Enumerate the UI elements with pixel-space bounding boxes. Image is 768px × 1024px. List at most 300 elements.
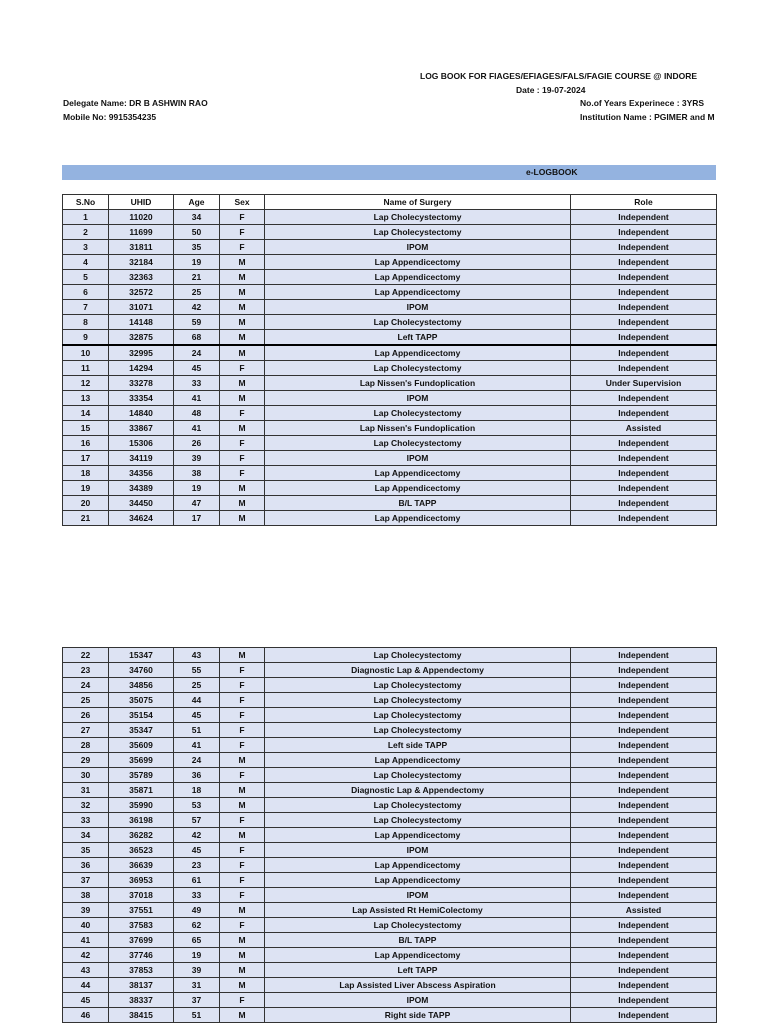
age-cell: 51 xyxy=(174,723,220,738)
uhid-cell: 35075 xyxy=(109,693,174,708)
sex-cell: F xyxy=(220,843,265,858)
age-cell: 37 xyxy=(174,993,220,1008)
age-cell: 44 xyxy=(174,693,220,708)
role-cell: Independent xyxy=(571,406,717,421)
age-cell: 24 xyxy=(174,753,220,768)
surgery-cell: IPOM xyxy=(265,391,571,406)
surgery-cell: Lap Assisted Rt HemiColectomy xyxy=(265,903,571,918)
sno-cell: 41 xyxy=(63,933,109,948)
sex-cell: F xyxy=(220,678,265,693)
table-row xyxy=(63,496,717,511)
column-header-sex: Sex xyxy=(220,195,265,210)
role-cell: Independent xyxy=(571,663,717,678)
report-date: Date : 19-07-2024 xyxy=(516,85,586,95)
elogbook-section-header xyxy=(62,165,716,180)
sno-cell: 12 xyxy=(63,376,109,391)
surgery-cell: Lap Appendicectomy xyxy=(265,511,571,526)
sno-cell: 18 xyxy=(63,466,109,481)
sno-cell: 42 xyxy=(63,948,109,963)
uhid-cell: 31071 xyxy=(109,300,174,315)
age-cell: 24 xyxy=(174,345,220,361)
role-cell: Independent xyxy=(571,285,717,300)
sno-cell: 43 xyxy=(63,963,109,978)
sex-cell: F xyxy=(220,225,265,240)
surgery-cell: Lap Appendicectomy xyxy=(265,285,571,300)
uhid-cell: 11699 xyxy=(109,225,174,240)
sex-cell: M xyxy=(220,496,265,511)
sno-cell: 25 xyxy=(63,693,109,708)
role-cell: Independent xyxy=(571,813,717,828)
sex-cell: M xyxy=(220,391,265,406)
table-row xyxy=(63,361,717,376)
sex-cell: M xyxy=(220,315,265,330)
institution-name: Institution Name : PGIMER and M xyxy=(580,112,715,122)
age-cell: 55 xyxy=(174,663,220,678)
role-cell: Independent xyxy=(571,708,717,723)
logbook-table-part-1 xyxy=(62,194,717,526)
role-cell: Independent xyxy=(571,693,717,708)
surgery-cell: Lap Cholecystectomy xyxy=(265,693,571,708)
table-row xyxy=(63,300,717,315)
surgery-cell: Lap Cholecystectomy xyxy=(265,918,571,933)
role-cell: Independent xyxy=(571,451,717,466)
sex-cell: F xyxy=(220,210,265,225)
surgery-cell: Lap Nissen's Fundoplication xyxy=(265,421,571,436)
uhid-cell: 37018 xyxy=(109,888,174,903)
sno-cell: 11 xyxy=(63,361,109,376)
age-cell: 57 xyxy=(174,813,220,828)
sno-cell: 36 xyxy=(63,858,109,873)
age-cell: 21 xyxy=(174,270,220,285)
role-cell: Independent xyxy=(571,300,717,315)
sex-cell: M xyxy=(220,753,265,768)
surgery-cell: IPOM xyxy=(265,888,571,903)
table-body-part-2 xyxy=(63,648,717,1023)
sno-cell: 14 xyxy=(63,406,109,421)
table-row xyxy=(63,345,717,361)
column-header-surgery: Name of Surgery xyxy=(265,195,571,210)
age-cell: 19 xyxy=(174,255,220,270)
age-cell: 33 xyxy=(174,376,220,391)
table-row xyxy=(63,858,717,873)
surgery-cell: Left side TAPP xyxy=(265,738,571,753)
role-cell: Independent xyxy=(571,361,717,376)
surgery-cell: Lap Nissen's Fundoplication xyxy=(265,376,571,391)
delegate-name: Delegate Name: DR B ASHWIN RAO xyxy=(63,98,208,108)
role-cell: Independent xyxy=(571,466,717,481)
surgery-cell: Lap Cholecystectomy xyxy=(265,678,571,693)
surgery-cell: Lap Cholecystectomy xyxy=(265,210,571,225)
age-cell: 23 xyxy=(174,858,220,873)
surgery-cell: Lap Appendicectomy xyxy=(265,345,571,361)
uhid-cell: 33867 xyxy=(109,421,174,436)
role-cell: Independent xyxy=(571,240,717,255)
age-cell: 38 xyxy=(174,466,220,481)
role-cell: Independent xyxy=(571,888,717,903)
sex-cell: M xyxy=(220,948,265,963)
years-experience: No.of Years Experinece : 3YRS xyxy=(580,98,705,108)
sex-cell: M xyxy=(220,421,265,436)
surgery-cell: Lap Cholecystectomy xyxy=(265,768,571,783)
sex-cell: M xyxy=(220,345,265,361)
role-cell: Assisted xyxy=(571,903,717,918)
role-cell: Independent xyxy=(571,315,717,330)
uhid-cell: 15306 xyxy=(109,436,174,451)
sno-cell: 26 xyxy=(63,708,109,723)
age-cell: 50 xyxy=(174,225,220,240)
surgery-cell: Lap Cholecystectomy xyxy=(265,225,571,240)
age-cell: 35 xyxy=(174,240,220,255)
sex-cell: M xyxy=(220,481,265,496)
sex-cell: F xyxy=(220,813,265,828)
elogbook-title: e-LOGBOOK xyxy=(526,167,578,177)
uhid-cell: 37551 xyxy=(109,903,174,918)
surgery-cell: IPOM xyxy=(265,300,571,315)
surgery-cell: Lap Appendicectomy xyxy=(265,828,571,843)
sno-cell: 31 xyxy=(63,783,109,798)
role-cell: Independent xyxy=(571,210,717,225)
sex-cell: F xyxy=(220,888,265,903)
surgery-cell: Lap Appendicectomy xyxy=(265,481,571,496)
sex-cell: M xyxy=(220,270,265,285)
sex-cell: M xyxy=(220,376,265,391)
sno-cell: 45 xyxy=(63,993,109,1008)
sex-cell: M xyxy=(220,330,265,346)
role-cell: Independent xyxy=(571,978,717,993)
sno-cell: 27 xyxy=(63,723,109,738)
uhid-cell: 33354 xyxy=(109,391,174,406)
uhid-cell: 36639 xyxy=(109,858,174,873)
uhid-cell: 36523 xyxy=(109,843,174,858)
sno-cell: 4 xyxy=(63,255,109,270)
sex-cell: M xyxy=(220,285,265,300)
uhid-cell: 31811 xyxy=(109,240,174,255)
age-cell: 45 xyxy=(174,843,220,858)
age-cell: 34 xyxy=(174,210,220,225)
role-cell: Independent xyxy=(571,948,717,963)
surgery-cell: Lap Appendicectomy xyxy=(265,753,571,768)
age-cell: 17 xyxy=(174,511,220,526)
sno-cell: 2 xyxy=(63,225,109,240)
table-row xyxy=(63,255,717,270)
age-cell: 25 xyxy=(174,285,220,300)
table-row xyxy=(63,828,717,843)
role-cell: Independent xyxy=(571,933,717,948)
uhid-cell: 14840 xyxy=(109,406,174,421)
sno-cell: 16 xyxy=(63,436,109,451)
sno-cell: 46 xyxy=(63,1008,109,1023)
role-cell: Independent xyxy=(571,1008,717,1023)
sno-cell: 40 xyxy=(63,918,109,933)
table-row xyxy=(63,315,717,330)
role-cell: Independent xyxy=(571,918,717,933)
uhid-cell: 37746 xyxy=(109,948,174,963)
role-cell: Independent xyxy=(571,391,717,406)
table-row xyxy=(63,376,717,391)
table-row xyxy=(63,663,717,678)
role-cell: Independent xyxy=(571,496,717,511)
sno-cell: 15 xyxy=(63,421,109,436)
role-cell: Independent xyxy=(571,678,717,693)
uhid-cell: 37583 xyxy=(109,918,174,933)
sno-cell: 9 xyxy=(63,330,109,346)
table-body-part-1 xyxy=(63,210,717,526)
uhid-cell: 38415 xyxy=(109,1008,174,1023)
sno-cell: 8 xyxy=(63,315,109,330)
role-cell: Independent xyxy=(571,511,717,526)
age-cell: 48 xyxy=(174,406,220,421)
uhid-cell: 35609 xyxy=(109,738,174,753)
sno-cell: 10 xyxy=(63,345,109,361)
role-cell: Independent xyxy=(571,828,717,843)
role-cell: Independent xyxy=(571,783,717,798)
sex-cell: F xyxy=(220,361,265,376)
table-row xyxy=(63,210,717,225)
uhid-cell: 33278 xyxy=(109,376,174,391)
age-cell: 36 xyxy=(174,768,220,783)
role-cell: Independent xyxy=(571,345,717,361)
age-cell: 53 xyxy=(174,798,220,813)
role-cell: Under Supervision xyxy=(571,376,717,391)
sex-cell: F xyxy=(220,723,265,738)
column-header-sno: S.No xyxy=(63,195,109,210)
sno-cell: 33 xyxy=(63,813,109,828)
surgery-cell: B/L TAPP xyxy=(265,933,571,948)
surgery-cell: Lap Cholecystectomy xyxy=(265,723,571,738)
uhid-cell: 35347 xyxy=(109,723,174,738)
uhid-cell: 14148 xyxy=(109,315,174,330)
uhid-cell: 34856 xyxy=(109,678,174,693)
uhid-cell: 32875 xyxy=(109,330,174,346)
table-row xyxy=(63,933,717,948)
table-row xyxy=(63,873,717,888)
uhid-cell: 32184 xyxy=(109,255,174,270)
role-cell: Independent xyxy=(571,993,717,1008)
sex-cell: M xyxy=(220,903,265,918)
age-cell: 65 xyxy=(174,933,220,948)
table-row xyxy=(63,678,717,693)
surgery-cell: Lap Cholecystectomy xyxy=(265,708,571,723)
sno-cell: 1 xyxy=(63,210,109,225)
sno-cell: 32 xyxy=(63,798,109,813)
uhid-cell: 34389 xyxy=(109,481,174,496)
surgery-cell: Lap Cholecystectomy xyxy=(265,361,571,376)
sno-cell: 39 xyxy=(63,903,109,918)
role-cell: Independent xyxy=(571,330,717,346)
table-row xyxy=(63,406,717,421)
uhid-cell: 35871 xyxy=(109,783,174,798)
sno-cell: 19 xyxy=(63,481,109,496)
age-cell: 33 xyxy=(174,888,220,903)
age-cell: 42 xyxy=(174,828,220,843)
sex-cell: M xyxy=(220,783,265,798)
sex-cell: F xyxy=(220,693,265,708)
role-cell: Independent xyxy=(571,798,717,813)
course-title: LOG BOOK FOR FIAGES/EFIAGES/FALS/FAGIE COURSE @ INDORE xyxy=(420,71,698,81)
age-cell: 49 xyxy=(174,903,220,918)
age-cell: 45 xyxy=(174,361,220,376)
sno-cell: 20 xyxy=(63,496,109,511)
sno-cell: 3 xyxy=(63,240,109,255)
sex-cell: M xyxy=(220,828,265,843)
sno-cell: 44 xyxy=(63,978,109,993)
table-row xyxy=(63,270,717,285)
sno-cell: 37 xyxy=(63,873,109,888)
sex-cell: F xyxy=(220,663,265,678)
role-cell: Independent xyxy=(571,270,717,285)
surgery-cell: IPOM xyxy=(265,843,571,858)
sex-cell: F xyxy=(220,466,265,481)
uhid-cell: 36282 xyxy=(109,828,174,843)
age-cell: 26 xyxy=(174,436,220,451)
sex-cell: F xyxy=(220,768,265,783)
column-header-uhid: UHID xyxy=(109,195,174,210)
sno-cell: 35 xyxy=(63,843,109,858)
surgery-cell: Lap Appendicectomy xyxy=(265,873,571,888)
table-row xyxy=(63,451,717,466)
role-cell: Independent xyxy=(571,723,717,738)
uhid-cell: 32363 xyxy=(109,270,174,285)
surgery-cell: Lap Appendicectomy xyxy=(265,255,571,270)
table-row xyxy=(63,948,717,963)
role-cell: Independent xyxy=(571,768,717,783)
surgery-cell: Lap Cholecystectomy xyxy=(265,436,571,451)
role-cell: Independent xyxy=(571,255,717,270)
uhid-cell: 34119 xyxy=(109,451,174,466)
table-row xyxy=(63,903,717,918)
surgery-cell: Lap Appendicectomy xyxy=(265,466,571,481)
uhid-cell: 11020 xyxy=(109,210,174,225)
role-cell: Independent xyxy=(571,858,717,873)
age-cell: 59 xyxy=(174,315,220,330)
uhid-cell: 35789 xyxy=(109,768,174,783)
sno-cell: 21 xyxy=(63,511,109,526)
sex-cell: M xyxy=(220,255,265,270)
sex-cell: M xyxy=(220,300,265,315)
sex-cell: M xyxy=(220,978,265,993)
surgery-cell: Lap Cholecystectomy xyxy=(265,315,571,330)
table-row xyxy=(63,888,717,903)
table-row xyxy=(63,225,717,240)
table-row xyxy=(63,421,717,436)
surgery-cell: B/L TAPP xyxy=(265,496,571,511)
surgery-cell: Lap Appendicectomy xyxy=(265,858,571,873)
table-row xyxy=(63,783,717,798)
role-cell: Independent xyxy=(571,648,717,663)
surgery-cell: Lap Cholecystectomy xyxy=(265,648,571,663)
sno-cell: 22 xyxy=(63,648,109,663)
table-row xyxy=(63,813,717,828)
age-cell: 39 xyxy=(174,963,220,978)
uhid-cell: 34356 xyxy=(109,466,174,481)
sno-cell: 13 xyxy=(63,391,109,406)
sex-cell: M xyxy=(220,1008,265,1023)
sno-cell: 30 xyxy=(63,768,109,783)
table-row xyxy=(63,693,717,708)
table-row xyxy=(63,391,717,406)
age-cell: 18 xyxy=(174,783,220,798)
sex-cell: M xyxy=(220,933,265,948)
age-cell: 31 xyxy=(174,978,220,993)
table-row xyxy=(63,753,717,768)
uhid-cell: 32572 xyxy=(109,285,174,300)
surgery-cell: Left TAPP xyxy=(265,963,571,978)
sno-cell: 7 xyxy=(63,300,109,315)
sex-cell: F xyxy=(220,918,265,933)
sno-cell: 6 xyxy=(63,285,109,300)
table-row xyxy=(63,963,717,978)
sex-cell: F xyxy=(220,993,265,1008)
age-cell: 47 xyxy=(174,496,220,511)
sex-cell: F xyxy=(220,873,265,888)
sno-cell: 5 xyxy=(63,270,109,285)
surgery-cell: Lap Appendicectomy xyxy=(265,270,571,285)
sno-cell: 34 xyxy=(63,828,109,843)
surgery-cell: IPOM xyxy=(265,240,571,255)
sex-cell: M xyxy=(220,963,265,978)
age-cell: 45 xyxy=(174,708,220,723)
table-row xyxy=(63,511,717,526)
surgery-cell: Lap Cholecystectomy xyxy=(265,798,571,813)
uhid-cell: 36198 xyxy=(109,813,174,828)
uhid-cell: 32995 xyxy=(109,345,174,361)
table-row xyxy=(63,285,717,300)
sno-cell: 38 xyxy=(63,888,109,903)
surgery-cell: Lap Cholecystectomy xyxy=(265,406,571,421)
surgery-cell: Lap Cholecystectomy xyxy=(265,813,571,828)
uhid-cell: 15347 xyxy=(109,648,174,663)
table-row xyxy=(63,481,717,496)
table-row xyxy=(63,843,717,858)
role-cell: Independent xyxy=(571,873,717,888)
surgery-cell: Right side TAPP xyxy=(265,1008,571,1023)
role-cell: Independent xyxy=(571,738,717,753)
sex-cell: M xyxy=(220,511,265,526)
sex-cell: F xyxy=(220,240,265,255)
surgery-cell: IPOM xyxy=(265,451,571,466)
sno-cell: 17 xyxy=(63,451,109,466)
table-row xyxy=(63,240,717,255)
uhid-cell: 14294 xyxy=(109,361,174,376)
age-cell: 41 xyxy=(174,738,220,753)
sex-cell: F xyxy=(220,858,265,873)
surgery-cell: Lap Appendicectomy xyxy=(265,948,571,963)
table-row xyxy=(63,330,717,346)
age-cell: 39 xyxy=(174,451,220,466)
table-row xyxy=(63,1008,717,1023)
surgery-cell: Lap Assisted Liver Abscess Aspiration xyxy=(265,978,571,993)
uhid-cell: 34450 xyxy=(109,496,174,511)
table-row xyxy=(63,918,717,933)
logbook-table-part-2 xyxy=(62,647,717,1023)
sex-cell: M xyxy=(220,648,265,663)
role-cell: Independent xyxy=(571,481,717,496)
age-cell: 68 xyxy=(174,330,220,346)
table-header-row xyxy=(63,195,717,210)
surgery-cell: Diagnostic Lap & Appendectomy xyxy=(265,783,571,798)
age-cell: 41 xyxy=(174,391,220,406)
table-row xyxy=(63,708,717,723)
uhid-cell: 38337 xyxy=(109,993,174,1008)
sno-cell: 24 xyxy=(63,678,109,693)
uhid-cell: 35154 xyxy=(109,708,174,723)
uhid-cell: 37853 xyxy=(109,963,174,978)
table-row xyxy=(63,436,717,451)
table-row xyxy=(63,648,717,663)
sex-cell: F xyxy=(220,451,265,466)
role-cell: Independent xyxy=(571,753,717,768)
table-row xyxy=(63,798,717,813)
